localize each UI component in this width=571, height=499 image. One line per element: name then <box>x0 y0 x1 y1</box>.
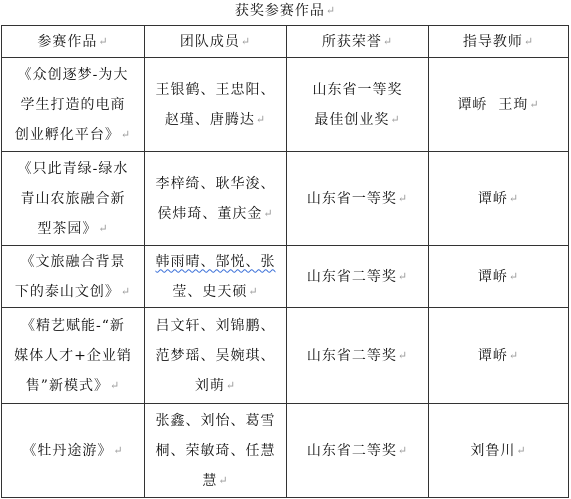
work-line: 学生打造的电商 <box>20 96 126 113</box>
members-line: 桐、荣敏琦、任慧 <box>155 442 276 459</box>
cell-mark-icon: ↵ <box>263 206 274 220</box>
cell-mark-icon: ↵ <box>120 127 132 141</box>
title-text: 获奖参赛作品 <box>234 3 325 19</box>
teacher-name: 谭峤 <box>477 190 508 207</box>
members-line: 王银鹤、王忠阳、 <box>155 81 276 98</box>
cell-mark-icon: ↵ <box>397 269 409 283</box>
table-row <box>2 246 569 308</box>
work-line: 型茶园》↵ <box>37 220 109 237</box>
cell-mark-icon: ↵ <box>397 443 409 457</box>
work-line: 《牡丹途游》↵ <box>22 442 124 459</box>
cell-mark-icon: ↵ <box>248 284 259 298</box>
work-cell <box>2 58 145 152</box>
table-row <box>2 308 569 404</box>
members-line <box>151 247 280 277</box>
honor-line: 山东省二等奖↵ <box>306 347 409 364</box>
work-line: 《文旅融合背景 <box>20 253 126 270</box>
document-title <box>0 2 571 20</box>
cell-mark-icon: ↵ <box>397 191 409 205</box>
honor-line: 山东省一等奖 <box>312 81 403 98</box>
cell-mark-icon: ↵ <box>529 97 540 111</box>
work-line: 《精艺赋能-“新 <box>21 317 125 334</box>
teacher-name: 谭峤 <box>477 268 508 285</box>
cell-mark-icon: ↵ <box>98 34 109 48</box>
honor-line: 最佳创业奖↵ <box>314 111 401 128</box>
members-cell <box>145 152 287 246</box>
table-row <box>2 58 569 152</box>
header-cell-work <box>2 26 145 58</box>
header-cell-members <box>145 26 287 58</box>
spellcheck-underline: 韩雨晴、郜悦、张 <box>155 253 276 270</box>
work-line: 《众创逐梦-为大 <box>17 66 129 83</box>
honor-cell <box>287 246 429 308</box>
teacher-name: 刘鲁川 <box>470 442 516 459</box>
work-cell <box>2 152 145 246</box>
header-label: 所获荣誉 <box>321 33 382 50</box>
members-line: 赵瑾、唐腾达↵ <box>164 111 267 128</box>
teacher-cell <box>429 246 569 308</box>
work-cell <box>2 404 145 498</box>
teacher-cell <box>429 404 569 498</box>
cell-mark-icon: ↵ <box>218 473 229 487</box>
cell-mark-icon: ↵ <box>113 443 124 457</box>
cell-mark-icon: ↵ <box>508 348 520 362</box>
members-cell <box>145 58 287 152</box>
teacher-cell <box>429 308 569 404</box>
cell-mark-icon: ↵ <box>255 112 267 126</box>
cell-mark-icon: ↵ <box>98 221 109 235</box>
header-cell-honor <box>287 26 429 58</box>
cell-mark-icon: ↵ <box>390 112 401 126</box>
members-cell <box>145 404 287 498</box>
teacher-name: 谭峤 王珣 <box>457 96 529 113</box>
cell-mark-icon: ↵ <box>508 269 520 283</box>
work-cell <box>2 246 145 308</box>
cell-mark-icon: ↵ <box>382 34 394 48</box>
cell-mark-icon: ↵ <box>240 34 252 48</box>
cell-mark-icon: ↵ <box>109 378 121 392</box>
teacher-name: 谭峤 <box>477 347 508 364</box>
work-cell <box>2 308 145 404</box>
work-line: 《只此青绿-绿水 <box>17 160 129 177</box>
teacher-cell <box>429 58 569 152</box>
table-row <box>2 152 569 246</box>
honor-cell <box>287 404 429 498</box>
teacher-cell <box>429 152 569 246</box>
header-label: 团队成员 <box>179 33 240 50</box>
honor-cell <box>287 308 429 404</box>
honor-line: 山东省二等奖↵ <box>306 442 409 459</box>
members-line: 刘萌↵ <box>194 377 237 394</box>
cell-mark-icon: ↵ <box>397 348 409 362</box>
work-line: 下的泰山文创》↵ <box>14 283 132 300</box>
work-line: 售”新模式》↵ <box>25 377 121 394</box>
awards-table <box>1 25 569 498</box>
cell-mark-icon: ↵ <box>120 284 132 298</box>
honor-cell <box>287 58 429 152</box>
header-row <box>2 26 569 58</box>
work-line: 媒体人才+企业销 <box>14 347 132 364</box>
members-line: 慧↵ <box>202 472 229 489</box>
members-line: 张鑫、刘怡、葛雪 <box>155 412 276 429</box>
paragraph-mark-icon: ↵ <box>325 4 337 17</box>
members-line: 吕文轩、刘锦鹏、 <box>155 317 276 334</box>
members-cell <box>145 308 287 404</box>
work-line: 创业孵化平台》↵ <box>14 126 132 143</box>
work-line: 青山农旅融合新 <box>20 190 126 207</box>
honor-line: 山东省二等奖↵ <box>306 268 409 285</box>
header-cell-teacher <box>429 26 569 58</box>
honor-line: 山东省一等奖↵ <box>306 190 409 207</box>
members-line: 莹、史天硕↵ <box>172 283 259 300</box>
cell-mark-icon: ↵ <box>516 443 527 457</box>
cell-mark-icon: ↵ <box>508 191 520 205</box>
cell-mark-icon: ↵ <box>225 378 237 392</box>
honor-cell <box>287 152 429 246</box>
members-line: 范梦瑶、吴婉琪、 <box>155 347 276 364</box>
members-line: 侯炜琦、董庆金↵ <box>157 205 274 222</box>
header-label: 指导教师 <box>462 33 523 50</box>
table-row <box>2 404 569 498</box>
cell-mark-icon: ↵ <box>523 34 535 48</box>
header-label: 参赛作品 <box>37 33 98 50</box>
members-cell <box>145 246 287 308</box>
members-line: 李梓绮、耿华浚、 <box>155 175 276 192</box>
